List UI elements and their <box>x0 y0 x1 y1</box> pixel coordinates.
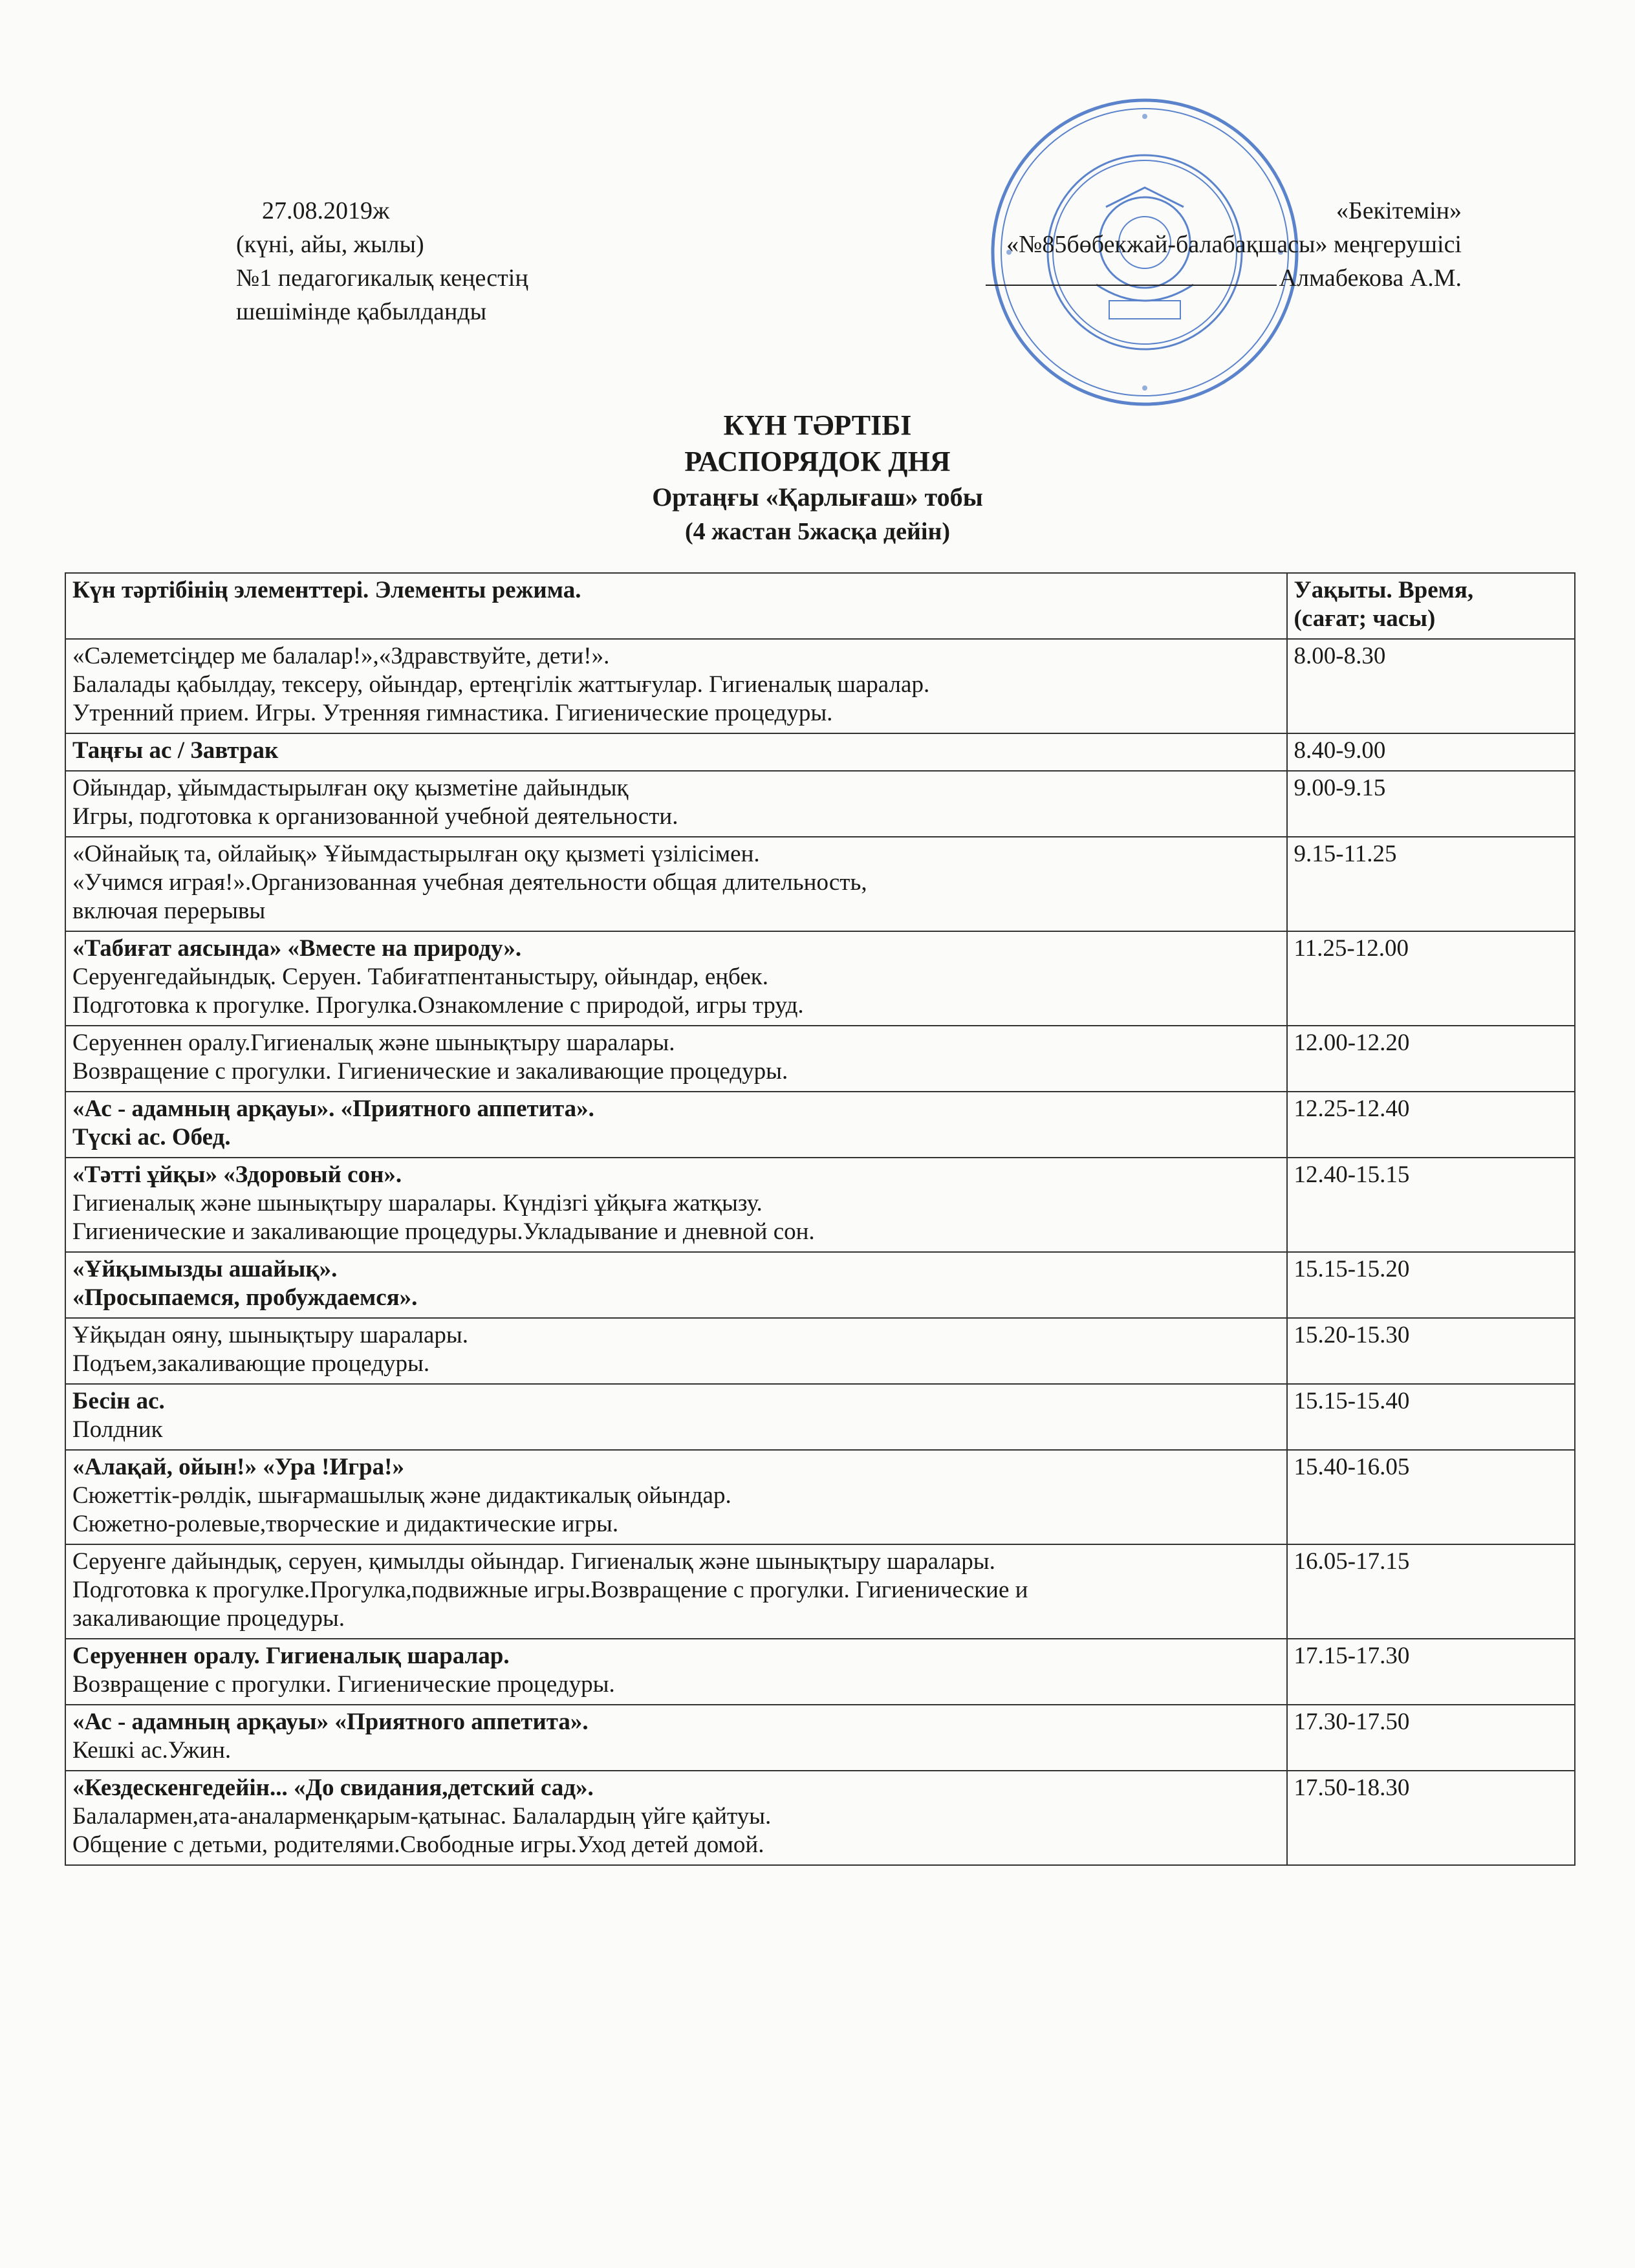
time-cell: 15.20-15.30 <box>1287 1318 1575 1384</box>
time-cell: 17.15-17.30 <box>1287 1639 1575 1705</box>
activity-line: «Просыпаемся, пробуждаемся». <box>72 1284 418 1311</box>
activity-cell <box>65 931 1287 1026</box>
table-row <box>65 639 1575 733</box>
header-time-line-1: Уақыты. Время, <box>1294 577 1474 603</box>
age-range: (4 жастан 5жасқа дейін) <box>684 518 950 545</box>
activity-line: Балалармен,ата-аналарменқарым-қатынас. Балалардың үйге қайтуы. <box>72 1803 772 1830</box>
time-cell: 15.15-15.40 <box>1287 1384 1575 1450</box>
activity-cell <box>65 1158 1287 1252</box>
activity-line: Гигиенические и закаливающие процедуры.Укладывание и дневной сон. <box>72 1218 815 1245</box>
head-name: Алмабекова А.М. <box>1279 265 1462 292</box>
table-row <box>65 771 1575 837</box>
activity-cell <box>65 1450 1287 1544</box>
activity-line: Сюжетно-ролевые,творческие и дидактические игры. <box>72 1511 619 1537</box>
activity-line: Кешкі ас.Ужин. <box>72 1737 232 1764</box>
approval-block-left <box>236 194 528 329</box>
activity-line: включая перерывы <box>72 898 266 924</box>
activity-cell <box>65 733 1287 771</box>
approve-label: «Бекітемін» <box>1336 197 1462 224</box>
time-cell: 12.40-15.15 <box>1287 1158 1575 1252</box>
activity-cell <box>65 1705 1287 1771</box>
activity-cell <box>65 1544 1287 1639</box>
time-cell: 16.05-17.15 <box>1287 1544 1575 1639</box>
time-cell: 11.25-12.00 <box>1287 931 1575 1026</box>
activity-line: «Тәтті ұйқы» «Здоровый сон». <box>72 1161 402 1188</box>
table-row <box>65 1158 1575 1252</box>
activity-line: Балалады қабылдау, тексеру, ойындар, ертеңгілік жаттығулар. Гигиеналық шаралар. <box>72 671 930 698</box>
activity-cell <box>65 771 1287 837</box>
activity-cell <box>65 1639 1287 1705</box>
activity-line: «Ас - адамның арқауы» «Приятного аппетита». <box>72 1709 589 1735</box>
table-row <box>65 1705 1575 1771</box>
activity-line: «Табиғат аясында» «Вместе на природу». <box>72 935 522 962</box>
approval-block-right <box>867 194 1462 295</box>
activity-line: «Алақай, ойын!» «Ура !Игра!» <box>72 1454 404 1480</box>
schedule-body <box>65 639 1575 1865</box>
council-line-2: шешімінде қабылданды <box>236 298 487 325</box>
table-header-row <box>65 573 1575 639</box>
table-row <box>65 1384 1575 1450</box>
table-row <box>65 837 1575 931</box>
activity-cell <box>65 837 1287 931</box>
activity-line: «Ұйқымызды ашайық». <box>72 1256 338 1282</box>
table-row <box>65 1092 1575 1158</box>
head-position: «№85бөбекжай-балабақшасы» меңгерушісі <box>1006 231 1462 258</box>
activity-line: «Ас - адамның арқауы». «Приятного аппетита». <box>72 1096 594 1122</box>
time-cell: 12.00-12.20 <box>1287 1026 1575 1092</box>
activity-line: Возвращение с прогулки. Гигиенические процедуры. <box>72 1671 615 1698</box>
activity-line: Ойындар, ұйымдастырылған оқу қызметіне дайындық <box>72 775 629 801</box>
time-cell: 8.00-8.30 <box>1287 639 1575 733</box>
time-cell: 17.30-17.50 <box>1287 1705 1575 1771</box>
activity-line: закаливающие процедуры. <box>72 1605 345 1632</box>
activity-line: Түскі ас. Обед. <box>72 1124 231 1150</box>
schedule-table <box>65 572 1575 1866</box>
activity-cell <box>65 1026 1287 1092</box>
table-row <box>65 1252 1575 1318</box>
table-row <box>65 1026 1575 1092</box>
header-elements: Күн тәртібінің элементтері. Элементы режима. <box>65 573 1287 639</box>
activity-cell <box>65 639 1287 733</box>
activity-line: Серуеннен оралу. Гигиеналық шаралар. <box>72 1643 510 1669</box>
date-caption: (күні, айы, жылы) <box>236 231 424 258</box>
activity-line: Ұйқыдан ояну, шынықтыру шаралары. <box>72 1322 468 1348</box>
activity-line: «Сәлеметсіңдер ме балалар!»,«Здравствуйте, дети!». <box>72 643 610 669</box>
document-titles <box>0 407 1635 548</box>
activity-cell <box>65 1092 1287 1158</box>
activity-line: Бесін ас. <box>72 1388 165 1414</box>
table-row <box>65 733 1575 771</box>
activity-cell <box>65 1771 1287 1865</box>
activity-line: «Кездескенгедейін... «До свидания,детский сад». <box>72 1775 594 1801</box>
activity-line: Общение с детьми, родителями.Свободные игры.Уход детей домой. <box>72 1831 764 1858</box>
activity-line: Подготовка к прогулке.Прогулка,подвижные игры.Возвращение с прогулки. Гигиенические и <box>72 1577 1028 1603</box>
table-row <box>65 1544 1575 1639</box>
title-russian: РАСПОРЯДОК ДНЯ <box>684 446 951 477</box>
activity-line: Подготовка к прогулке. Прогулка.Ознакомление с природой, игры труд. <box>72 992 804 1019</box>
activity-line: Подъем,закаливающие процедуры. <box>72 1350 430 1377</box>
activity-line: Игры, подготовка к организованной учебной деятельности. <box>72 803 678 830</box>
head-signature-line <box>867 261 1462 295</box>
time-cell: 9.00-9.15 <box>1287 771 1575 837</box>
table-row <box>65 931 1575 1026</box>
time-cell: 15.15-15.20 <box>1287 1252 1575 1318</box>
title-kazakh: КҮН ТӘРТІБІ <box>723 409 912 441</box>
group-name: Ортаңғы «Қарлығаш» тобы <box>652 482 983 512</box>
activity-line: Серуенгедайындық. Серуен. Табиғатпентаныстыру, ойындар, еңбек. <box>72 964 769 990</box>
header-time <box>1287 573 1575 639</box>
activity-cell <box>65 1384 1287 1450</box>
activity-cell <box>65 1252 1287 1318</box>
time-cell: 8.40-9.00 <box>1287 733 1575 771</box>
approval-date: 27.08.2019ж <box>262 197 390 224</box>
activity-cell <box>65 1318 1287 1384</box>
time-cell: 12.25-12.40 <box>1287 1092 1575 1158</box>
activity-line: Сюжеттік-рөлдік, шығармашылық және дидактикалық ойындар. <box>72 1482 731 1509</box>
header-time-line-2: (сағат; часы) <box>1294 605 1436 632</box>
table-row <box>65 1450 1575 1544</box>
activity-line: Серуенге дайындық, серуен, қимылды ойындар. Гигиеналық және шынықтыру шаралары. <box>72 1548 995 1575</box>
table-row <box>65 1639 1575 1705</box>
activity-line: Утренний прием. Игры. Утренняя гимнастика. Гигиенические процедуры. <box>72 700 833 726</box>
time-cell: 17.50-18.30 <box>1287 1771 1575 1865</box>
activity-line: «Ойнайық та, ойлайық» Ұйымдастырылған оқу қызметі үзілісімен. <box>72 841 760 867</box>
table-row <box>65 1771 1575 1865</box>
table-row <box>65 1318 1575 1384</box>
activity-line: Серуеннен оралу.Гигиеналық және шынықтыру шаралары. <box>72 1030 675 1056</box>
activity-line: «Учимся играя!».Организованная учебная деятельности общая длительность, <box>72 869 867 896</box>
activity-line: Полдник <box>72 1416 163 1443</box>
signature-underline <box>986 261 1277 286</box>
time-cell: 9.15-11.25 <box>1287 837 1575 931</box>
activity-line: Гигиеналық және шынықтыру шаралары. Күндізгі ұйқыға жатқызу. <box>72 1190 763 1216</box>
council-line-1: №1 педагогикалық кеңестің <box>236 265 528 292</box>
time-cell: 15.40-16.05 <box>1287 1450 1575 1544</box>
activity-line: Возвращение с прогулки. Гигиенические и закаливающие процедуры. <box>72 1058 788 1085</box>
activity-line: Таңғы ас / Завтрак <box>72 737 279 764</box>
